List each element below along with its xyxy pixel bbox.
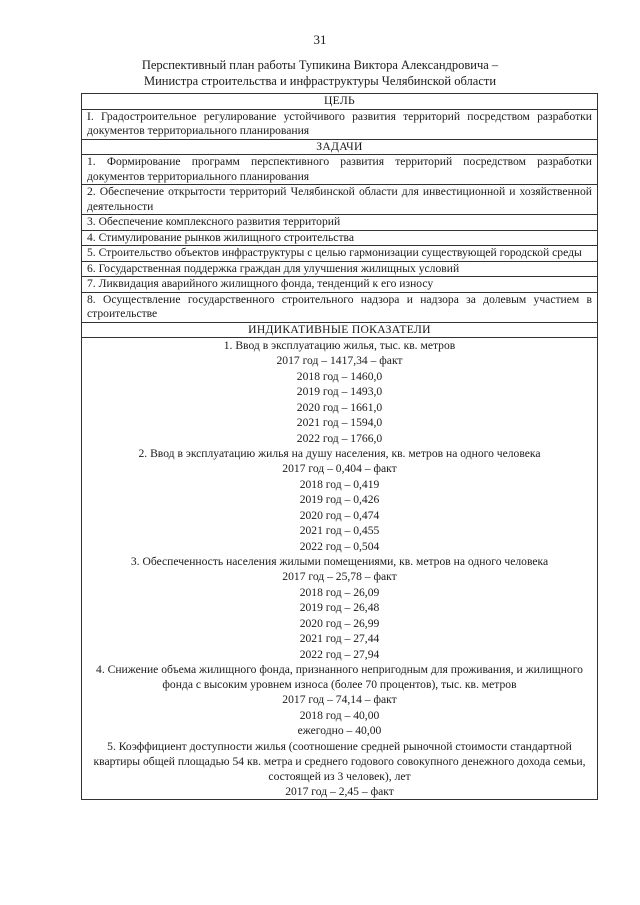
indicators-header: ИНДИКАТИВНЫЕ ПОКАЗАТЕЛИ (82, 322, 598, 338)
task-item-6: 6. Государственная поддержка граждан для улучшения жилищных условий (82, 261, 598, 277)
indicator-3-year-2022: 2022 год – 27,94 (299, 647, 380, 661)
indicator-5-year-2017: 2017 год – 2,45 – факт (285, 784, 394, 798)
tasks-header: ЗАДАЧИ (82, 139, 598, 155)
indicator-3-title: 3. Обеспеченность населения жилыми помещениями, кв. метров на одного человека (130, 555, 549, 568)
indicators-list (82, 338, 598, 800)
indicator-2-year-2017: 2017 год – 0,404 – факт (282, 462, 397, 475)
indicator-1-year-2020: 2020 год – 1661,0 (296, 400, 383, 414)
indicator-2-year-2019: 2019 год – 0,426 (299, 493, 380, 506)
indicator-1-year-2018: 2018 год – 1460,0 (296, 369, 383, 383)
indicator-3-year-2018: 2018 год – 26,09 (299, 585, 380, 599)
goal-header: ЦЕЛЬ (82, 94, 598, 110)
task-item-8: 8. Осуществление государственного строительного надзора и надзора за долевым участием в строительстве (82, 292, 598, 322)
indicator-2 (87, 446, 592, 554)
plan-table (81, 93, 598, 800)
indicator-2-title: 2. Ввод в эксплуатацию жилья на душу населения, кв. метров на одного человека (138, 447, 541, 460)
indicator-1-year-2022: 2022 год – 1766,0 (296, 431, 383, 445)
indicator-2-year-2020: 2020 год – 0,474 (299, 508, 380, 522)
task-item-5: 5. Строительство объектов инфраструктуры с целью гармонизации существующей городской среды (82, 246, 598, 262)
indicator-1-year-2021: 2021 год – 1594,0 (296, 416, 383, 429)
indicator-5-title: 5. Коэффициент доступности жилья (соотношение средней рыночной стоимости стандартной квартиры общей площадью 54 кв. метра и среднего годового совокупного денежного дохода семьи, состоящей из 3 человек), лет (93, 739, 586, 783)
indicator-1-year-2019: 2019 год – 1493,0 (296, 385, 383, 398)
indicator-3-year-2017: 2017 год – 25,78 – факт (282, 570, 397, 583)
indicator-1-title: 1. Ввод в эксплуатацию жилья, тыс. кв. метров (223, 339, 456, 352)
indicator-4-yearly: ежегодно – 40,00 (297, 724, 382, 737)
indicator-2-year-2022: 2022 год – 0,504 (299, 539, 380, 553)
indicator-3-year-2021: 2021 год – 27,44 (299, 632, 380, 645)
task-item-2: 2. Обеспечение открытости территорий Челябинской области для инвестиционной и хозяйственной деятельности (82, 185, 598, 215)
document-title-line-1: Перспективный план работы Тупикина Виктора Александровича – (141, 58, 499, 72)
indicator-4-title: 4. Снижение объема жилищного фонда, признанного непригодным для проживания, и жилищного фонда с высоким уровнем износа (более 70 процентов), тыс. кв. метров (96, 663, 583, 691)
task-item-3: 3. Обеспечение комплексного развития территорий (82, 215, 598, 231)
indicator-3-year-2020: 2020 год – 26,99 (299, 616, 380, 630)
task-item-4: 4. Стимулирование рынков жилищного строительства (82, 230, 598, 246)
indicator-3-year-2019: 2019 год – 26,48 (299, 601, 380, 614)
page-number: 31 (313, 32, 327, 47)
document-title-line-2: Министра строительства и инфраструктуры Челябинской области (143, 74, 497, 88)
task-item-7: 7. Ликвидация аварийного жилищного фонда, тенденций к его износу (82, 277, 598, 293)
indicator-1 (87, 338, 592, 446)
indicator-2-year-2018: 2018 год – 0,419 (299, 477, 380, 491)
indicator-4-year-2018: 2018 год – 40,00 (299, 708, 380, 722)
goal-text: I. Градостроительное регулирование устойчивого развития территорий посредством разработки документов территориального планирования (82, 109, 598, 139)
task-item-1: 1. Формирование программ перспективного развития территорий посредством разработки документов территориального планирования (82, 155, 598, 185)
indicator-1-year-2017: 2017 год – 1417,34 – факт (276, 354, 403, 367)
document-title (60, 57, 580, 89)
indicator-3 (87, 554, 592, 662)
indicator-5 (87, 739, 592, 800)
indicator-4 (87, 662, 592, 739)
indicator-4-year-2017: 2017 год – 74,14 – факт (282, 693, 397, 706)
indicator-2-year-2021: 2021 год – 0,455 (299, 524, 380, 537)
